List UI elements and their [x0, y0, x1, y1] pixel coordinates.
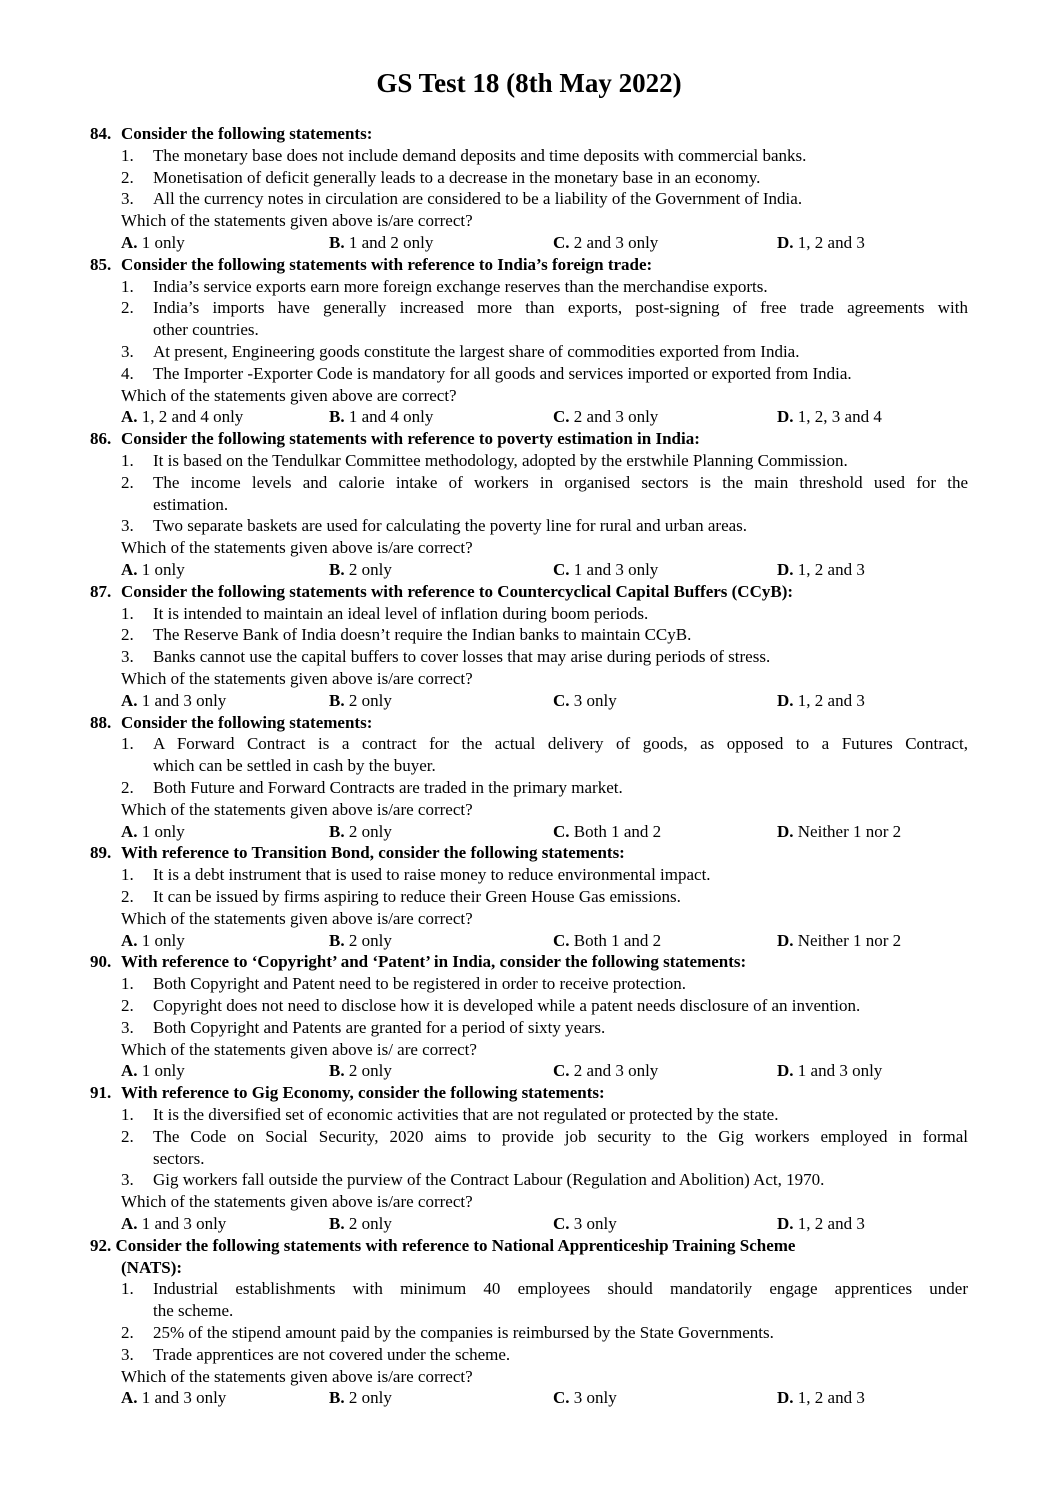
answer-option: [329, 1060, 392, 1082]
question-stem-line: [90, 712, 372, 734]
statement-text: India’s imports have generally increased more than exports, post-signing of free trade agreements with: [153, 298, 968, 318]
answer-option: [329, 232, 433, 254]
question-stem: With reference to Transition Bond, consider the following statements:: [121, 843, 625, 863]
option-text: 1 and 4 only: [348, 407, 434, 427]
question-prompt: Which of the statements given above is/are correct?: [121, 1192, 473, 1212]
option-text: 1, 2 and 3: [797, 560, 865, 579]
answer-option: [329, 406, 433, 428]
statement-item: [121, 733, 968, 755]
question-prompt: Which of the statements given above is/are correct?: [121, 211, 473, 231]
statement-number: 1.: [121, 734, 134, 754]
option-text: 1, 2 and 3: [797, 1388, 865, 1408]
statement-number: 1.: [121, 603, 134, 623]
option-text: 3 only: [573, 1388, 617, 1408]
statement-text: Gig workers fall outside the purview of the Contract Labour (Regulation and Abolition) Act, 1970.: [153, 1170, 825, 1190]
statement-number: 2.: [121, 472, 134, 492]
question-stem-line: [90, 842, 625, 864]
question-number: 84.: [90, 124, 112, 143]
statement-text: The Importer -Exporter Code is mandatory for all goods and services imported or exported from India.: [153, 363, 852, 383]
statement-item: [121, 341, 799, 363]
option-letter: C.: [553, 407, 570, 427]
option-text: 2 only: [348, 1214, 392, 1233]
option-text: 1 only: [141, 560, 185, 579]
question-stem: Consider the following statements with reference to India’s foreign trade:: [121, 254, 653, 274]
option-text: 2 only: [348, 821, 392, 841]
statement-number: 1.: [121, 1279, 134, 1299]
option-text: 1 and 2 only: [348, 233, 434, 252]
statement-number: 3.: [121, 189, 134, 209]
statement-text: Both Copyright and Patent need to be registered in order to receive protection.: [153, 974, 686, 994]
statement-continuation: which can be settled in cash by the buyer.: [153, 756, 436, 776]
answer-option: [777, 1213, 865, 1235]
option-letter: D.: [777, 821, 794, 841]
answer-option: [553, 232, 658, 254]
statement-number: 1.: [121, 145, 134, 165]
option-letter: A.: [121, 821, 138, 841]
statement-item: [121, 1104, 778, 1126]
option-text: 1, 2 and 4 only: [141, 407, 244, 427]
statement-item: [121, 276, 768, 298]
option-letter: A.: [121, 407, 138, 427]
option-letter: C.: [553, 1214, 570, 1233]
question-prompt: Which of the statements given above is/are correct?: [121, 908, 473, 928]
question-stem-line: [90, 123, 372, 145]
option-letter: B.: [329, 690, 345, 710]
question-number: 92.: [90, 1235, 112, 1255]
question-number: 85.: [90, 254, 112, 274]
statement-number: 1.: [121, 974, 134, 994]
statement-text: The Code on Social Security, 2020 aims to provide job security to the Gig workers employed in formal: [153, 1126, 968, 1146]
question-stem: Consider the following statements with reference to National Apprenticeship Training Scheme: [115, 1235, 796, 1255]
question-number: 88.: [90, 712, 112, 732]
statement-text: It is intended to maintain an ideal level of inflation during boom periods.: [153, 603, 649, 623]
question-number: 90.: [90, 952, 112, 972]
answer-option: [777, 559, 865, 581]
answer-option: [777, 232, 865, 254]
statement-continuation: other countries.: [153, 320, 259, 340]
statement-item: [121, 515, 747, 537]
option-letter: D.: [777, 233, 794, 252]
answer-option: [553, 1213, 617, 1235]
option-letter: C.: [553, 930, 570, 950]
statement-number: 2.: [121, 1323, 134, 1342]
option-text: 2 only: [348, 560, 392, 579]
option-letter: A.: [121, 233, 138, 252]
question-number: 89.: [90, 843, 112, 863]
question-prompt: Which of the statements given above is/are correct?: [121, 1366, 473, 1386]
answer-option: [553, 559, 658, 581]
answer-option: [121, 232, 185, 254]
option-text: Neither 1 nor 2: [797, 821, 902, 841]
option-text: 1 and 3 only: [573, 560, 659, 579]
question-stem: Consider the following statements:: [121, 124, 373, 143]
option-letter: D.: [777, 1388, 794, 1408]
option-letter: C.: [553, 233, 570, 252]
statement-item: [121, 1322, 774, 1344]
question-stem: Consider the following statements with reference to poverty estimation in India:: [121, 429, 700, 449]
statement-number: 1.: [121, 451, 134, 470]
answer-option: [121, 1387, 226, 1409]
statement-number: 3.: [121, 1344, 134, 1364]
option-text: 2 and 3 only: [573, 1061, 659, 1081]
question-stem-continuation: (NATS):: [121, 1257, 183, 1277]
statement-text: A Forward Contract is a contract for the actual delivery of goods, as opposed to a Futures Contract,: [153, 734, 968, 754]
statement-text: The monetary base does not include demand deposits and time deposits with commercial banks.: [153, 145, 807, 165]
answer-option: [121, 821, 185, 843]
statement-number: 1.: [121, 865, 134, 885]
statement-item: [121, 1278, 968, 1300]
question-number: 86.: [90, 429, 112, 449]
option-text: 2 only: [348, 930, 392, 950]
option-letter: B.: [329, 233, 345, 252]
option-text: 1 only: [141, 1061, 185, 1081]
statement-item: [121, 886, 681, 908]
question-stem-line: [90, 581, 793, 603]
statement-continuation: sectors.: [153, 1148, 205, 1168]
question-number: 91.: [90, 1083, 112, 1103]
statement-text: Both Copyright and Patents are granted for a period of sixty years.: [153, 1017, 606, 1037]
statement-item: [121, 1344, 510, 1366]
option-letter: A.: [121, 1214, 138, 1233]
option-text: 1, 2 and 3: [797, 1214, 865, 1233]
question-prompt: Which of the statements given above is/are correct?: [121, 669, 473, 688]
option-letter: B.: [329, 1388, 345, 1408]
statement-text: India’s service exports earn more foreign exchange reserves than the merchandise exports.: [153, 276, 768, 296]
question-stem: With reference to ‘Copyright’ and ‘Patent’ in India, consider the following statements:: [121, 952, 747, 972]
statement-continuation: estimation.: [153, 494, 229, 514]
option-letter: B.: [329, 560, 345, 579]
option-text: 3 only: [573, 1214, 617, 1233]
answer-option: [121, 1060, 185, 1082]
answer-option: [329, 1213, 392, 1235]
statement-item: [121, 1169, 824, 1191]
answer-option: [553, 1387, 617, 1409]
statement-text: Industrial establishments with minimum 40 employees should mandatorily engage apprentices under: [153, 1279, 968, 1299]
statement-item: [121, 363, 852, 385]
answer-option: [777, 821, 901, 843]
answer-option: [777, 690, 865, 712]
answer-option: [777, 1387, 865, 1409]
answer-option: [553, 930, 661, 952]
statement-number: 3.: [121, 647, 134, 667]
statement-number: 2.: [121, 778, 134, 797]
statement-number: 1.: [121, 276, 134, 296]
option-letter: C.: [553, 1388, 570, 1408]
statement-text: Both Future and Forward Contracts are traded in the primary market.: [153, 778, 623, 797]
statement-item: [121, 450, 848, 472]
statement-item: [121, 1017, 605, 1039]
answer-option: [121, 690, 226, 712]
answer-option: [121, 559, 185, 581]
option-text: 1, 2 and 3: [797, 690, 865, 710]
option-letter: B.: [329, 1214, 345, 1233]
statement-text: All the currency notes in circulation are considered to be a liability of the Government of India.: [153, 189, 803, 209]
statement-item: [121, 624, 691, 646]
option-text: 1 and 3 only: [797, 1061, 883, 1081]
statement-text: It is a debt instrument that is used to raise money to reduce environmental impact.: [153, 865, 711, 885]
statement-item: [121, 777, 623, 799]
option-text: 2 only: [348, 1388, 392, 1408]
answer-option: [121, 930, 185, 952]
page-title: GS Test 18 (8th May 2022): [376, 68, 682, 98]
option-letter: B.: [329, 930, 345, 950]
statement-item: [121, 1126, 968, 1148]
answer-option: [553, 1060, 658, 1082]
statement-number: 3.: [121, 1017, 134, 1037]
question-prompt: Which of the statements given above is/are correct?: [121, 538, 473, 558]
question-stem: Consider the following statements:: [121, 712, 373, 732]
statement-text: It is based on the Tendulkar Committee methodology, adopted by the erstwhile Planning Commission.: [153, 451, 848, 470]
statement-item: [121, 188, 802, 210]
answer-option: [329, 1387, 392, 1409]
option-letter: B.: [329, 1061, 345, 1081]
statement-number: 2.: [121, 625, 134, 645]
statement-text: It can be issued by firms aspiring to reduce their Green House Gas emissions.: [153, 887, 681, 906]
statement-item: [121, 864, 711, 886]
option-letter: C.: [553, 821, 570, 841]
option-text: 1 and 3 only: [141, 1388, 227, 1408]
option-letter: C.: [553, 1061, 570, 1081]
statement-number: 3.: [121, 342, 134, 361]
statement-number: 1.: [121, 1105, 134, 1124]
option-letter: B.: [329, 821, 345, 841]
option-text: 2 and 3 only: [573, 233, 659, 252]
statement-number: 2.: [121, 167, 134, 187]
option-text: 1 only: [141, 233, 185, 252]
option-letter: A.: [121, 1388, 138, 1408]
statement-text: The Reserve Bank of India doesn’t require the Indian banks to maintain CCyB.: [153, 625, 692, 645]
option-text: 1, 2, 3 and 4: [797, 407, 882, 427]
statement-number: 2.: [121, 298, 134, 318]
answer-option: [553, 690, 617, 712]
statement-number: 2.: [121, 1126, 134, 1146]
statement-text: It is the diversified set of economic activities that are not regulated or protected by the state.: [153, 1105, 779, 1124]
question-prompt: Which of the statements given above are correct?: [121, 385, 457, 405]
statement-number: 2.: [121, 996, 134, 1015]
statement-number: 2.: [121, 887, 134, 906]
option-text: 2 only: [348, 690, 392, 710]
answer-option: [329, 690, 392, 712]
option-text: 2 and 3 only: [573, 407, 659, 427]
option-text: 1 and 3 only: [141, 690, 227, 710]
question-stem-line: [90, 1082, 605, 1104]
question-stem-line: [90, 1235, 970, 1257]
option-letter: D.: [777, 930, 794, 950]
answer-option: [553, 821, 661, 843]
question-stem-line: [90, 951, 746, 973]
answer-option: [777, 1060, 882, 1082]
option-text: 1 and 3 only: [141, 1214, 227, 1233]
question-stem-line: [90, 254, 652, 276]
question-number: 87.: [90, 581, 112, 601]
option-letter: A.: [121, 1061, 138, 1081]
question-stem: Consider the following statements with reference to Countercyclical Capital Buffers (CCyB):: [121, 581, 794, 601]
answer-option: [777, 406, 882, 428]
option-text: 1 only: [141, 930, 185, 950]
question-prompt: Which of the statements given above is/are correct?: [121, 799, 473, 819]
answer-option: [121, 1213, 226, 1235]
statement-number: 3.: [121, 516, 134, 536]
option-text: Both 1 and 2: [573, 821, 662, 841]
statement-item: [121, 297, 968, 319]
option-letter: D.: [777, 560, 794, 579]
option-letter: D.: [777, 1214, 794, 1233]
statement-number: 4.: [121, 363, 134, 383]
answer-option: [329, 559, 392, 581]
statement-text: Trade apprentices are not covered under the scheme.: [153, 1344, 511, 1364]
option-letter: A.: [121, 690, 138, 710]
option-text: 1 only: [141, 821, 185, 841]
option-letter: C.: [553, 560, 570, 579]
option-text: 2 only: [348, 1061, 392, 1081]
option-letter: D.: [777, 1061, 794, 1081]
statement-text: Banks cannot use the capital buffers to cover losses that may arise during periods of stress.: [153, 647, 771, 667]
statement-text: At present, Engineering goods constitute the largest share of commodities exported from India.: [153, 342, 800, 361]
statement-text: Two separate baskets are used for calculating the poverty line for rural and urban areas.: [153, 516, 748, 536]
option-letter: C.: [553, 690, 570, 710]
option-text: Neither 1 nor 2: [797, 930, 902, 950]
answer-option: [121, 406, 243, 428]
statement-text: Copyright does not need to disclose how it is developed while a patent needs disclosure of an invention.: [153, 996, 861, 1015]
answer-option: [777, 930, 901, 952]
option-text: 3 only: [573, 690, 617, 710]
statement-number: 3.: [121, 1170, 134, 1190]
statement-item: [121, 472, 968, 494]
statement-item: [121, 646, 770, 668]
statement-item: [121, 167, 760, 189]
statement-continuation: the scheme.: [153, 1301, 234, 1321]
option-letter: D.: [777, 690, 794, 710]
answer-option: [329, 930, 392, 952]
statement-text: Monetisation of deficit generally leads to a decrease in the monetary base in an economy.: [153, 167, 761, 187]
option-text: Both 1 and 2: [573, 930, 662, 950]
statement-item: [121, 603, 648, 625]
question-stem: With reference to Gig Economy, consider the following statements:: [121, 1083, 605, 1103]
answer-option: [329, 821, 392, 843]
question-prompt: Which of the statements given above is/ are correct?: [121, 1039, 477, 1059]
option-letter: B.: [329, 407, 345, 427]
option-text: 1, 2 and 3: [797, 233, 865, 252]
statement-item: [121, 973, 686, 995]
statement-text: 25% of the stipend amount paid by the companies is reimbursed by the State Governments.: [153, 1323, 774, 1342]
option-letter: D.: [777, 407, 794, 427]
question-stem-line: [90, 428, 700, 450]
answer-option: [553, 406, 658, 428]
statement-text: The income levels and calorie intake of workers in organised sectors is the main threshold used for the: [153, 472, 968, 492]
option-letter: A.: [121, 560, 138, 579]
option-letter: A.: [121, 930, 138, 950]
statement-item: [121, 995, 860, 1017]
statement-item: [121, 145, 806, 167]
